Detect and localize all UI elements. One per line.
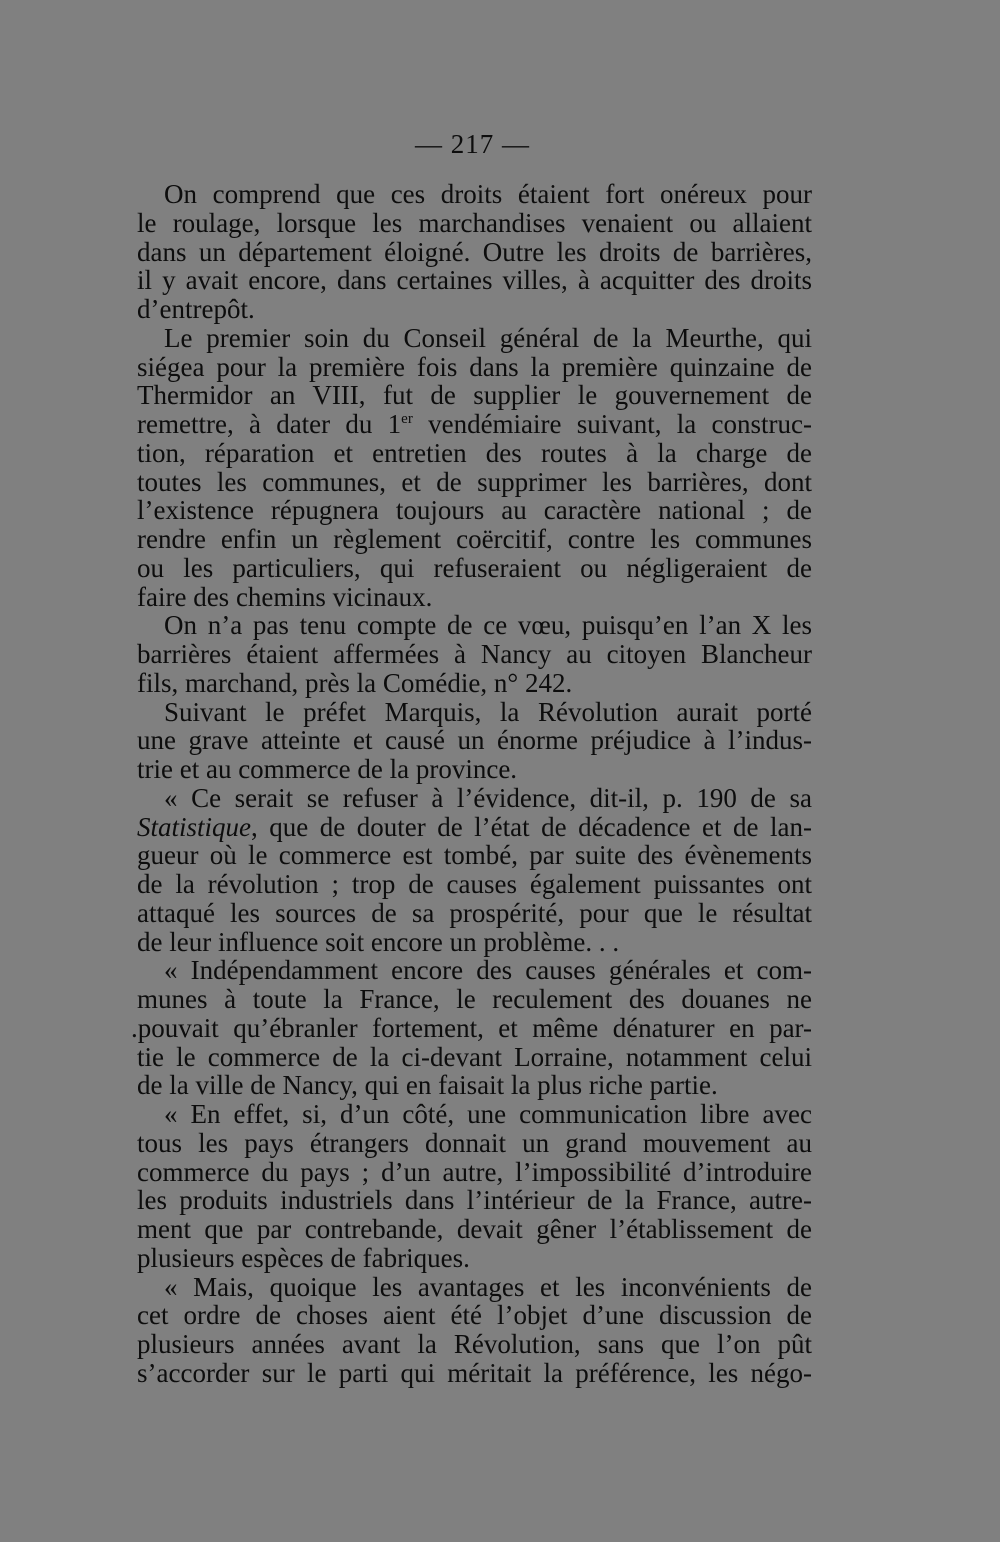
- text-line: l’existence répugnera toujours au caractère national ; de: [137, 495, 812, 526]
- text-line: le roulage, lorsque les marchandises venaient ou allaient: [137, 207, 812, 238]
- text-line: de leur influence soit encore un problème. . .: [137, 926, 620, 957]
- text-line: Thermidor an VIII, fut de supplier le gouvernement de: [137, 380, 812, 411]
- text-line: ou les particuliers, qui refuseraient ou négligeraient de: [137, 552, 812, 583]
- text-line: de la révolution ; trop de causes également puissantes ont: [137, 869, 812, 899]
- text-line: dans un département éloigné. Outre les droits de barrières,: [137, 236, 812, 267]
- text-line: « En effet, si, d’un côté, une communication libre avec: [164, 1099, 812, 1129]
- text-line: « Mais, quoique les avantages et les inconvénients de: [164, 1271, 812, 1302]
- text-line: On n’a pas tenu compte de ce vœu, puisqu’en l’an X les: [164, 610, 812, 641]
- text-line: On comprend que ces droits étaient fort onéreux pour: [164, 179, 812, 209]
- text-line: barrières étaient affermées à Nancy au citoyen Blancheur: [137, 639, 812, 669]
- text-line: plusieurs espèces de fabriques.: [137, 1242, 470, 1273]
- text-line: s’accorder sur le parti qui méritait la préférence, les négo-: [137, 1357, 812, 1388]
- text-line: il y avait encore, dans certaines villes, à acquitter des droits: [137, 265, 812, 296]
- text-line: rendre enfin un règlement coërcitif, contre les communes: [137, 524, 812, 554]
- text-line: tion, réparation et entretien des routes à la charge de: [137, 437, 812, 468]
- text-line: de la ville de Nancy, qui en faisait la plus riche partie.: [137, 1070, 718, 1101]
- text-line: cet ordre de choses aient été l’objet d’une discussion de: [137, 1300, 812, 1331]
- text-line: gueur où le commerce est tombé, par suite des évènements: [137, 840, 812, 871]
- text-line: une grave atteinte et causé un énorme préjudice à l’indus-: [137, 725, 812, 756]
- text-line: [137, 410, 812, 439]
- text-line: [137, 813, 812, 842]
- text-line: « Indépendamment encore des causes générales et com-: [164, 955, 812, 986]
- text-line: siégea pour la première fois dans la première quinzaine de: [137, 351, 812, 382]
- text-line: trie et au commerce de la province.: [137, 754, 518, 784]
- italic-book-title: Statistique: [137, 811, 251, 842]
- text-line: tie le commerce de la ci-devant Lorraine, notamment celui: [137, 1041, 812, 1072]
- page-number: — 217 —: [415, 129, 530, 159]
- text-line: « Ce serait se refuser à l’évidence, dit-il, p. 190 de sa: [164, 782, 812, 813]
- text-line: commerce du pays ; d’un autre, l’impossibilité d’introduire: [137, 1156, 812, 1187]
- line-fragment: , que de douter de l’état de décadence et de lan-: [251, 811, 812, 842]
- line-fragment: remettre, à dater du 1: [137, 409, 402, 439]
- text-line: .pouvait qu’ébranler fortement, et même dénaturer en par-: [131, 1012, 812, 1043]
- text-line: tous les pays étrangers donnait un grand mouvement au: [137, 1127, 812, 1158]
- text-line: plusieurs années avant la Révolution, sans que l’on pût: [137, 1329, 812, 1359]
- text-line: fils, marchand, près la Comédie, n° 242.: [137, 667, 573, 698]
- text-line: faire des chemins vicinaux.: [137, 581, 433, 612]
- text-line: Le premier soin du Conseil général de la Meurthe, qui: [164, 322, 812, 353]
- body-text: [131, 179, 812, 1388]
- text-line: toutes les communes, et de supprimer les barrières, dont: [137, 466, 812, 497]
- line-fragment: vendémiaire suivant, la construc-: [412, 409, 812, 439]
- ordinal-superscript: er: [401, 411, 413, 427]
- text-line: munes à toute la France, le reculement des douanes ne: [137, 984, 812, 1014]
- text-line: les produits industriels dans l’intérieur de la France, autre-: [137, 1185, 812, 1216]
- text-line: ment que par contrebande, devait gêner l’établissement de: [137, 1214, 812, 1244]
- text-line: attaqué les sources de sa prospérité, pour que le résultat: [137, 897, 812, 928]
- text-line: Suivant le préfet Marquis, la Révolution aurait porté: [164, 696, 812, 727]
- text-line: d’entrepôt.: [137, 294, 255, 324]
